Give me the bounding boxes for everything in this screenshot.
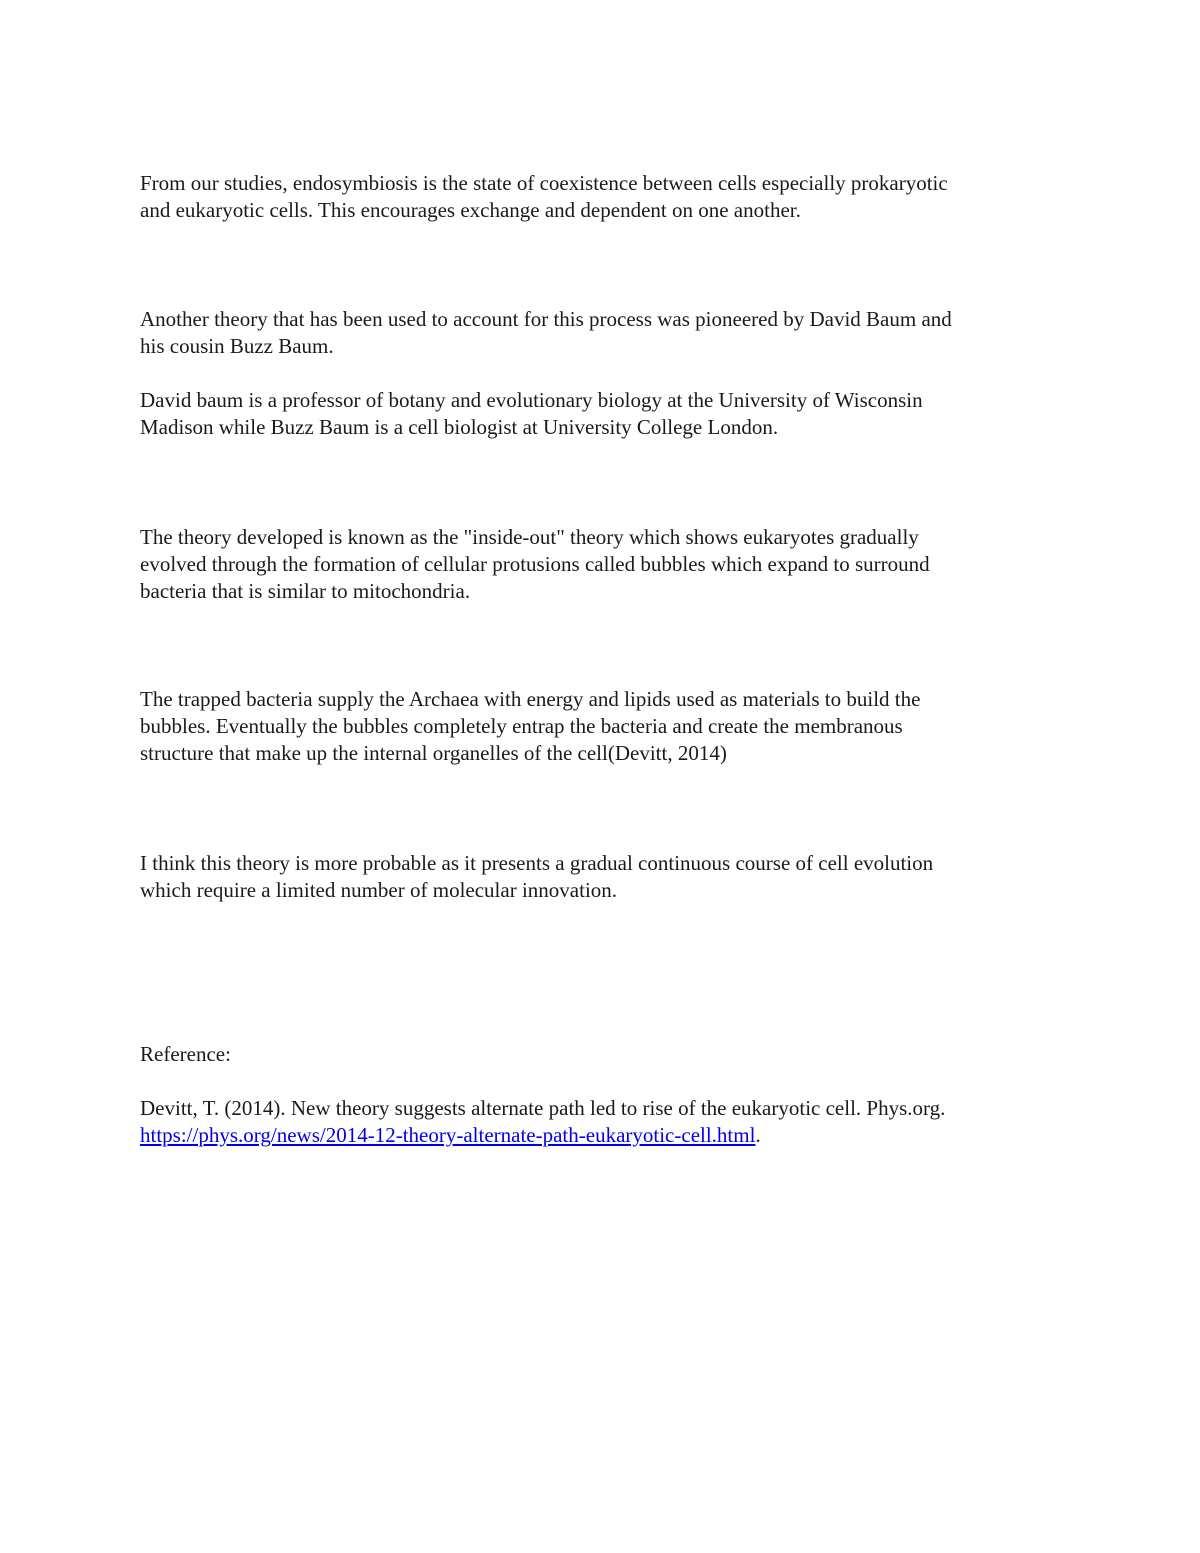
paragraph-endosymbiosis-definition <box>140 170 1080 224</box>
paragraph-baum-bios <box>140 387 1080 441</box>
text-line: From our studies, endosymbiosis is the state of coexistence between cells especially prokaryotic <box>140 171 948 195</box>
text-line: structure that make up the internal organelles of the cell(Devitt, 2014) <box>140 741 727 765</box>
reference-link[interactable]: https://phys.org/news/2014-12-theory-alternate-path-eukaryotic-cell.html <box>140 1123 756 1147</box>
text-line: his cousin Buzz Baum. <box>140 334 334 358</box>
paragraph-trapped-bacteria <box>140 686 1080 767</box>
text-line: David baum is a professor of botany and evolutionary biology at the University of Wisconsin <box>140 388 923 412</box>
text-line: Madison while Buzz Baum is a cell biologist at University College London. <box>140 415 779 439</box>
text-line: evolved through the formation of cellular protusions called bubbles which expand to surround <box>140 552 930 576</box>
reference-heading <box>140 1041 1080 1068</box>
reference-trailing-period: . <box>755 1123 761 1147</box>
reference-entry <box>140 1095 1080 1149</box>
paragraph-opinion <box>140 850 1080 904</box>
paragraph-inside-out-theory <box>140 524 1080 605</box>
text-line: Another theory that has been used to account for this process was pioneered by David Baum and <box>140 307 952 331</box>
text-line: which require a limited number of molecular innovation. <box>140 878 618 902</box>
paragraph-baum-theory <box>140 306 1080 360</box>
text-line: bubbles. Eventually the bubbles completely entrap the bacteria and create the membranous <box>140 714 903 738</box>
text-line: I think this theory is more probable as it presents a gradual continuous course of cell evolution <box>140 851 934 875</box>
text-line: The theory developed is known as the "inside-out" theory which shows eukaryotes gradually <box>140 525 919 549</box>
text-line: The trapped bacteria supply the Archaea with energy and lipids used as materials to build the <box>140 687 921 711</box>
reference-url-line <box>140 1122 1080 1149</box>
reference-citation: Devitt, T. (2014). New theory suggests alternate path led to rise of the eukaryotic cell. Phys.org. <box>140 1096 946 1120</box>
text-line: bacteria that is similar to mitochondria. <box>140 579 471 603</box>
reference-heading-text: Reference: <box>140 1042 231 1066</box>
text-line: and eukaryotic cells. This encourages exchange and dependent on one another. <box>140 198 801 222</box>
